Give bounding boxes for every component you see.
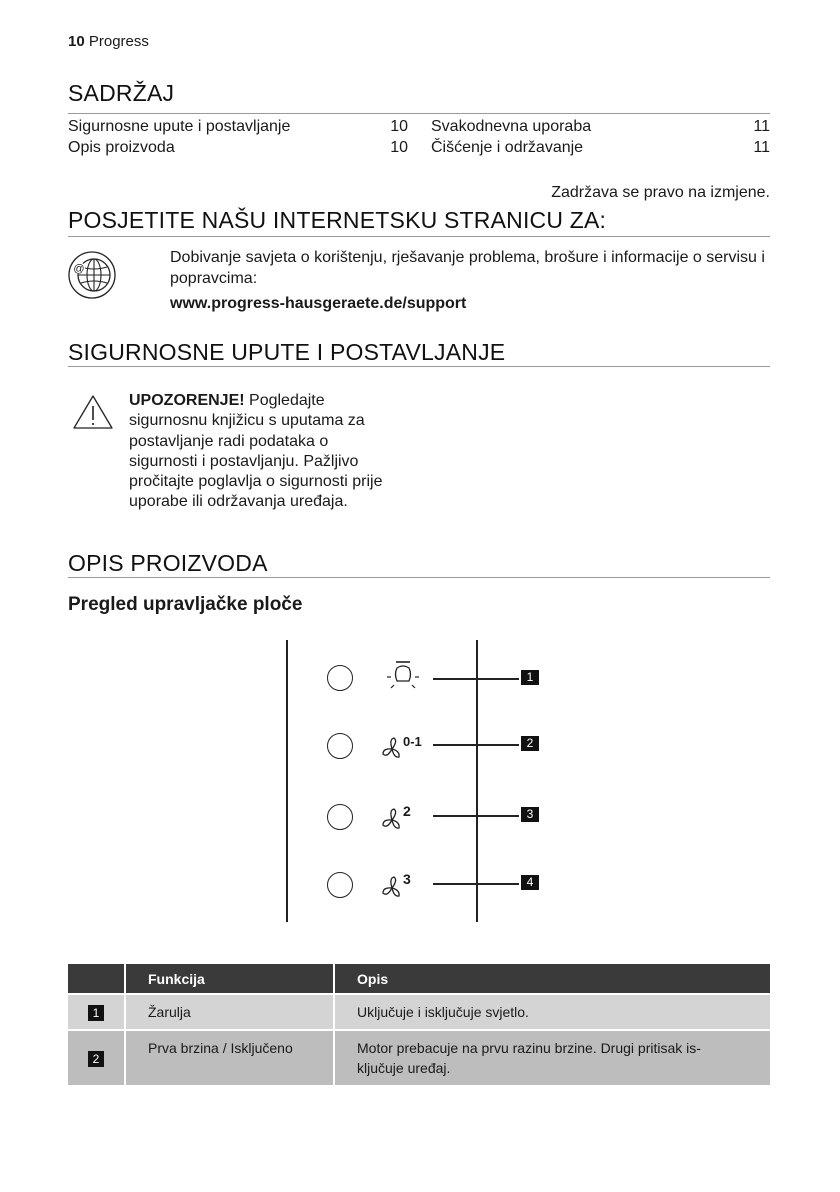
website-rule <box>68 236 770 237</box>
warning-label: UPOZORENJE! <box>129 392 245 409</box>
fan-speed-icon <box>381 736 403 760</box>
panel-left-edge <box>286 640 288 922</box>
table-row <box>68 1030 770 1085</box>
leader-line <box>433 883 519 885</box>
function-cell: Žarulja <box>125 994 334 1030</box>
function-table <box>68 964 770 1085</box>
warning-icon <box>72 394 114 430</box>
fan-speed-label: 3 <box>403 871 411 887</box>
safety-title: SIGURNOSNE UPUTE I POSTAVLJANJE <box>68 339 506 365</box>
panel-subtitle: Pregled upravljačke ploče <box>68 594 303 615</box>
table-header-row <box>68 964 770 994</box>
toc-item-page: 11 <box>753 139 770 156</box>
callout-number: 4 <box>521 875 539 890</box>
product-rule <box>68 577 770 578</box>
website-title: POSJETITE NAŠU INTERNETSKU STRANICU ZA: <box>68 207 607 233</box>
warning-text <box>129 391 389 513</box>
toc-item-label: Sigurnosne upute i postavljanje <box>68 118 291 135</box>
running-header <box>68 33 149 50</box>
toc-item-page: 10 <box>390 139 408 156</box>
row-number-cell <box>68 1030 125 1085</box>
light-button[interactable] <box>327 665 353 691</box>
toc-item-label: Svakodnevna uporaba <box>431 118 592 135</box>
row-number: 2 <box>88 1051 104 1067</box>
fan-speed-2-button[interactable] <box>327 804 353 830</box>
contents-title: SADRŽAJ <box>68 80 175 106</box>
brand-name: Progress <box>88 33 149 50</box>
page-number: 10 <box>68 33 85 50</box>
leader-line <box>433 678 519 680</box>
row-number: 1 <box>88 1005 104 1021</box>
svg-text:@: @ <box>73 263 85 275</box>
website-description: Dobivanje savjeta o korištenju, rješavanje problema, brošure i informacije o servisu i popravcima: <box>170 249 765 287</box>
rights-note: Zadržava se pravo na izmjene. <box>551 184 770 201</box>
toc-item-page: 11 <box>753 118 770 135</box>
fan-speed-label: 0-1 <box>403 734 422 749</box>
leader-line <box>433 744 519 746</box>
callout-number: 3 <box>521 807 539 822</box>
leader-line <box>433 815 519 817</box>
contents-rule <box>68 113 770 114</box>
column-header: Opis <box>334 964 770 994</box>
table-row <box>68 994 770 1030</box>
light-icon <box>385 660 421 696</box>
column-header: Funkcija <box>125 964 334 994</box>
description-cell: Motor prebacuje na prvu razinu brzine. Drugi pritisak is- ključuje uređaj. <box>334 1030 770 1085</box>
function-cell: Prva brzina / Isključeno <box>125 1030 334 1085</box>
fan-speed-icon <box>381 875 403 899</box>
safety-rule <box>68 366 770 367</box>
fan-speed-icon <box>381 807 403 831</box>
product-title: OPIS PROIZVODA <box>68 550 268 576</box>
callout-number: 2 <box>521 736 539 751</box>
panel-right-edge <box>476 640 478 922</box>
toc-item-label: Opis proizvoda <box>68 139 175 156</box>
description-cell: Uključuje i isključuje svjetlo. <box>334 994 770 1030</box>
fan-speed-3-button[interactable] <box>327 872 353 898</box>
fan-speed-1-button[interactable] <box>327 733 353 759</box>
fan-speed-label: 2 <box>403 803 411 819</box>
web-globe-icon <box>67 250 117 300</box>
column-header <box>68 964 125 994</box>
callout-number: 1 <box>521 670 539 685</box>
row-number-cell <box>68 994 125 1030</box>
toc-item-label: Čišćenje i održavanje <box>431 139 584 156</box>
toc-item-page: 10 <box>390 118 408 135</box>
warning-body: Pogledajte sigurnosnu knjižicu s uputama za postavljanje radi podataka o sigurnosti i postavljanju. Pažljivo pročitajte poglavlja o sigurnosti prije uporabe ili održavanja uređaja. <box>129 392 383 511</box>
support-link[interactable]: www.progress-hausgeraete.de/support <box>170 295 467 312</box>
